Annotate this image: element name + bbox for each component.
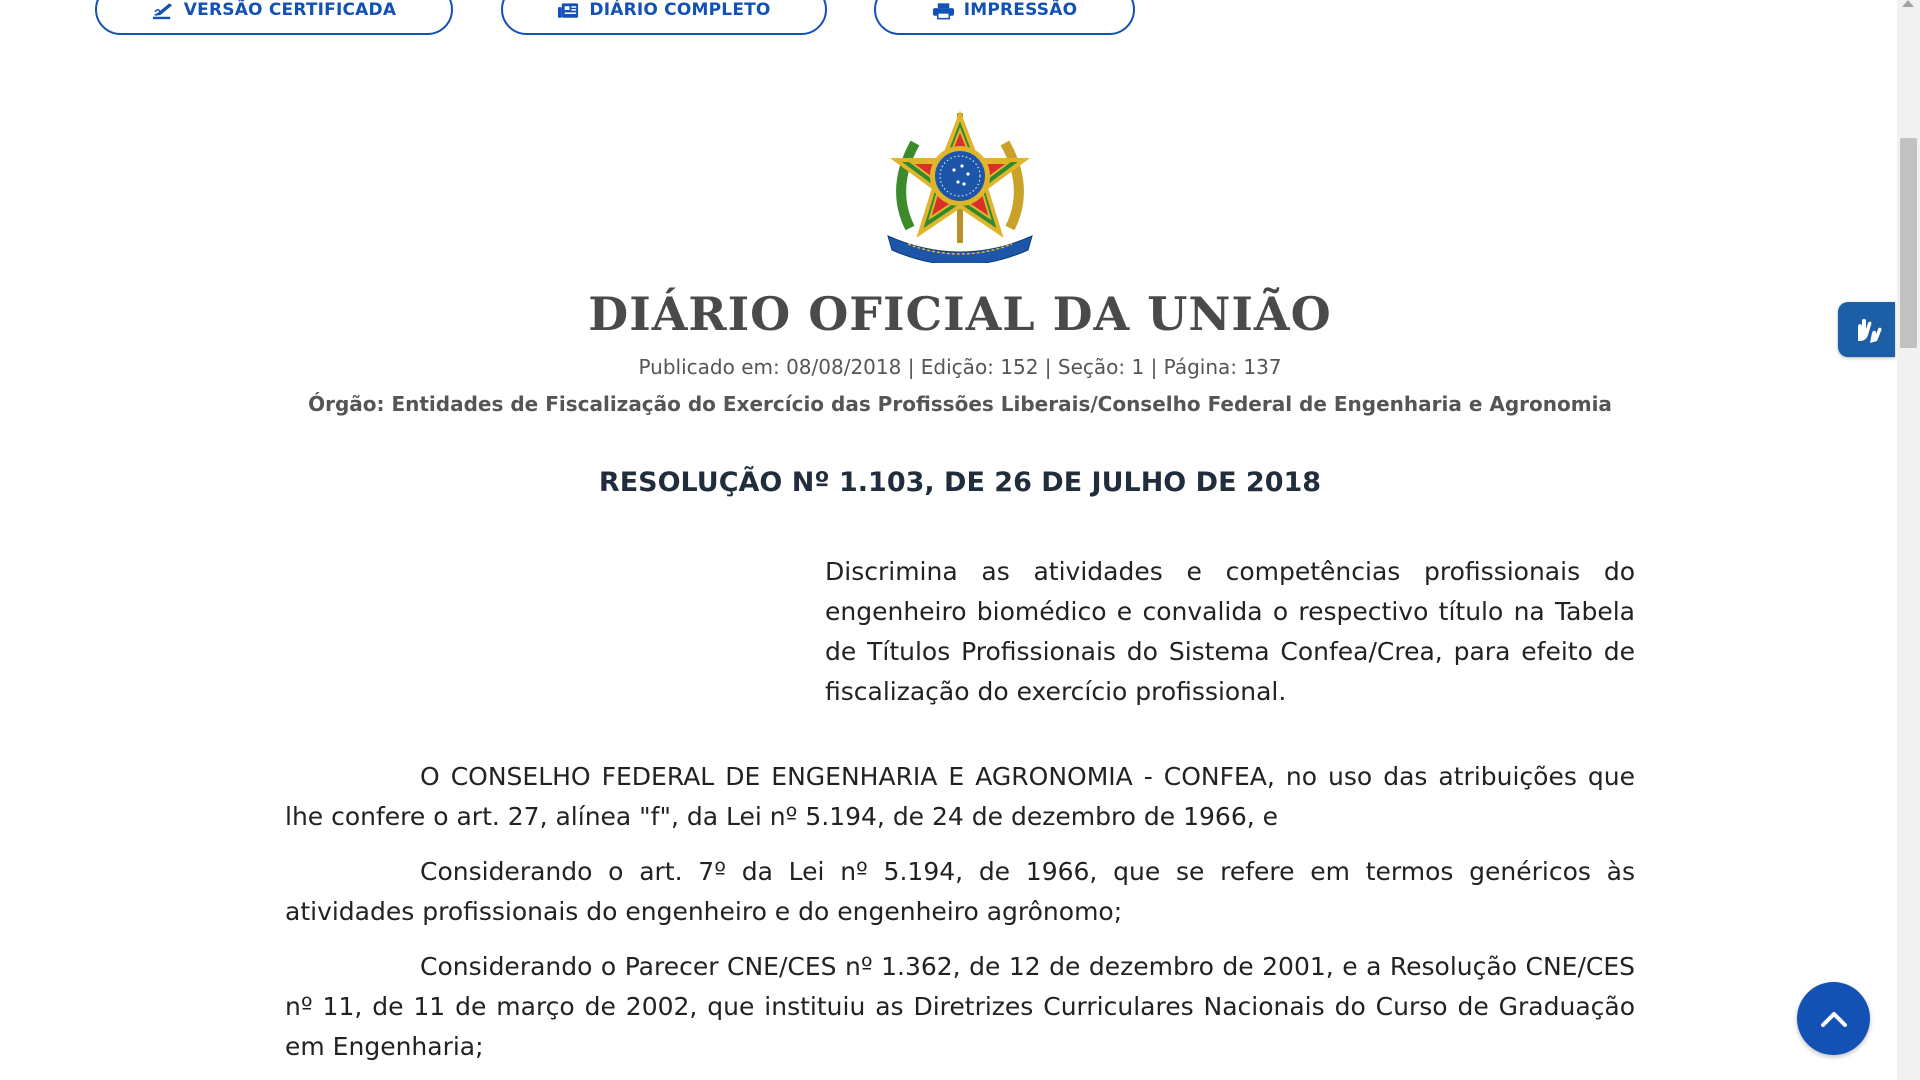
- resolution-ementa: Discrimina as atividades e competências profissionais do engenheiro biomédico e convalida o respectivo título na Tabela de Títulos Profissionais do Sistema Confea/Crea, para efeito de fiscalização do exercício profissional.: [825, 557, 1635, 706]
- chevron-up-icon: [1819, 1009, 1849, 1029]
- printer-icon: [932, 2, 955, 20]
- body-paragraph: Considerando o art. 7º da Lei nº 5.194, de 1966, que se refere em termos genéricos às atividades profissionais do engenheiro e do engenheiro agrônomo;: [285, 857, 1635, 926]
- body-paragraph: O CONSELHO FEDERAL DE ENGENHARIA E AGRONOMIA - CONFEA, no uso das atribuições que lhe confere o art. 27, alínea "f", da Lei nº 5.194, de 24 de dezembro de 1966, e: [285, 762, 1635, 831]
- vlibras-accessibility-button[interactable]: [1838, 302, 1895, 357]
- edit-signature-icon: [152, 2, 175, 20]
- body-paragraph: Considerando o Parecer CNE/CES nº 1.362, de 12 de dezembro de 2001, e a Resolução CNE/CES nº 11, de 11 de março de 2002, que instituiu as Diretrizes Curriculares Nacionais do Curso de Graduação em Engenharia;: [285, 952, 1635, 1061]
- organ-label: Órgão:: [308, 392, 385, 416]
- sign-language-hands-icon: [1850, 313, 1884, 347]
- page-title: DIÁRIO OFICIAL DA UNIÃO: [588, 287, 1332, 341]
- scrollbar-thumb[interactable]: [1900, 138, 1917, 348]
- full-diary-button[interactable]: [501, 0, 827, 35]
- newspaper-icon: [557, 2, 580, 20]
- print-button[interactable]: [874, 0, 1135, 35]
- print-label: IMPRESSÃO: [963, 0, 1078, 20]
- brazil-coat-of-arms-icon: [880, 108, 1040, 263]
- publication-info: Publicado em: 08/08/2018 | Edição: 152 | Seção: 1 | Página: 137: [638, 355, 1282, 379]
- certified-version-button[interactable]: [95, 0, 453, 35]
- full-diary-label: DIÁRIO COMPLETO: [589, 0, 771, 20]
- scroll-up-arrow-icon[interactable]: [1902, 0, 1914, 7]
- resolution-title: RESOLUÇÃO Nº 1.103, DE 26 DE JULHO DE 2018: [598, 467, 1322, 498]
- organ-value: Entidades de Fiscalização do Exercício das Profissões Liberais/Conselho Federal de Engenharia e Agronomia: [391, 392, 1612, 416]
- back-to-top-button[interactable]: [1797, 982, 1870, 1055]
- certified-version-label: VERSÃO CERTIFICADA: [183, 0, 397, 20]
- organ-info: [0, 392, 1920, 416]
